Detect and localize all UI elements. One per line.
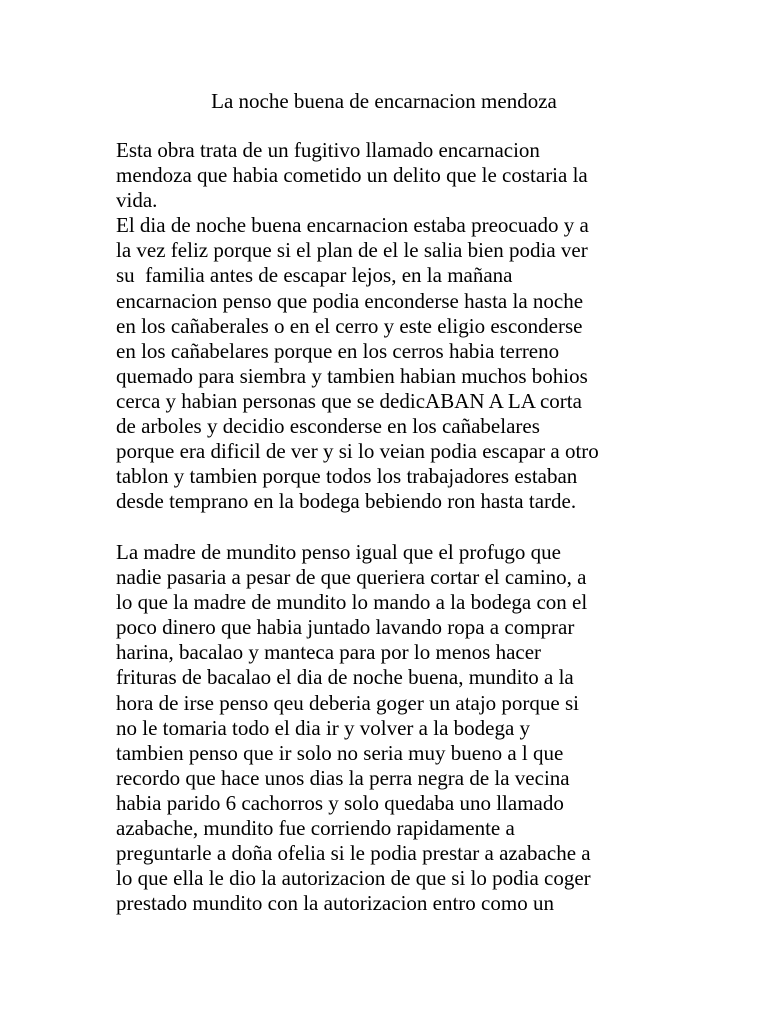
paragraph-1 — [116, 138, 599, 514]
text-line: lo que ella le dio la autorizacion de que si lo podia coger — [116, 866, 591, 891]
text-line: porque era dificil de ver y si lo veian podia escapar a otro — [116, 439, 599, 464]
text-line: desde temprano en la bodega bebiendo ron hasta tarde. — [116, 489, 577, 514]
text-line: harina, bacalao y manteca para por lo menos hacer — [116, 640, 542, 665]
text-line: mendoza que habia cometido un delito que le costaria la — [116, 163, 588, 188]
text-line: La madre de mundito penso igual que el profugo que — [116, 540, 561, 564]
text-line: poco dinero que habia juntado lavando ropa a comprar — [116, 615, 575, 640]
text-line: la vez feliz porque si el plan de el le salia bien podia ver — [116, 238, 588, 263]
text-line: quemado para siembra y tambien habian muchos bohios — [116, 363, 588, 388]
text-line: en los cañaberales o en el cerro y este eligio esconderse — [116, 313, 583, 338]
text-line: su familia antes de escapar lejos, en la mañana — [116, 263, 513, 288]
text-line: Esta obra trata de un fugitivo llamado encarnacion — [116, 138, 540, 162]
text-line: frituras de bacalao el dia de noche buena, mundito a la — [116, 665, 574, 690]
text-line: azabache, mundito fue corriendo rapidamente a — [116, 816, 515, 841]
paragraph-2 — [116, 540, 591, 916]
text-line: encarnacion penso que podia enconderse hasta la noche — [116, 288, 584, 313]
document-title: La noche buena de encarnacion mendoza — [211, 89, 557, 113]
text-line: de arboles y decidio esconderse en los cañabelares — [116, 414, 540, 439]
text-line: tablon y tambien porque todos los trabajadores estaban — [116, 464, 578, 489]
text-line: no le tomaria todo el dia ir y volver a la bodega y — [116, 715, 531, 740]
text-line: nadie pasaria a pesar de que queriera cortar el camino, a — [116, 565, 587, 590]
text-line: cerca y habian personas que se dedicABAN A LA corta — [116, 388, 582, 413]
text-line: recordo que hace unos dias la perra negra de la vecina — [116, 765, 570, 790]
text-line: habia parido 6 cachorros y solo quedaba uno llamado — [116, 790, 564, 815]
text-line: preguntarle a doña ofelia si le podia prestar a azabache a — [116, 841, 591, 866]
text-line: hora de irse penso qeu deberia goger un atajo porque si — [116, 690, 580, 715]
text-line: tambien penso que ir solo no seria muy bueno a l que — [116, 740, 564, 765]
text-line: en los cañabelares porque en los cerros habia terreno — [116, 338, 560, 363]
text-line: prestado mundito con la autorizacion entro como un — [116, 891, 554, 916]
text-line: vida. — [116, 188, 158, 213]
text-line: lo que la madre de mundito lo mando a la bodega con el — [116, 590, 588, 615]
text-line: El dia de noche buena encarnacion estaba preocuado y a — [116, 213, 589, 238]
